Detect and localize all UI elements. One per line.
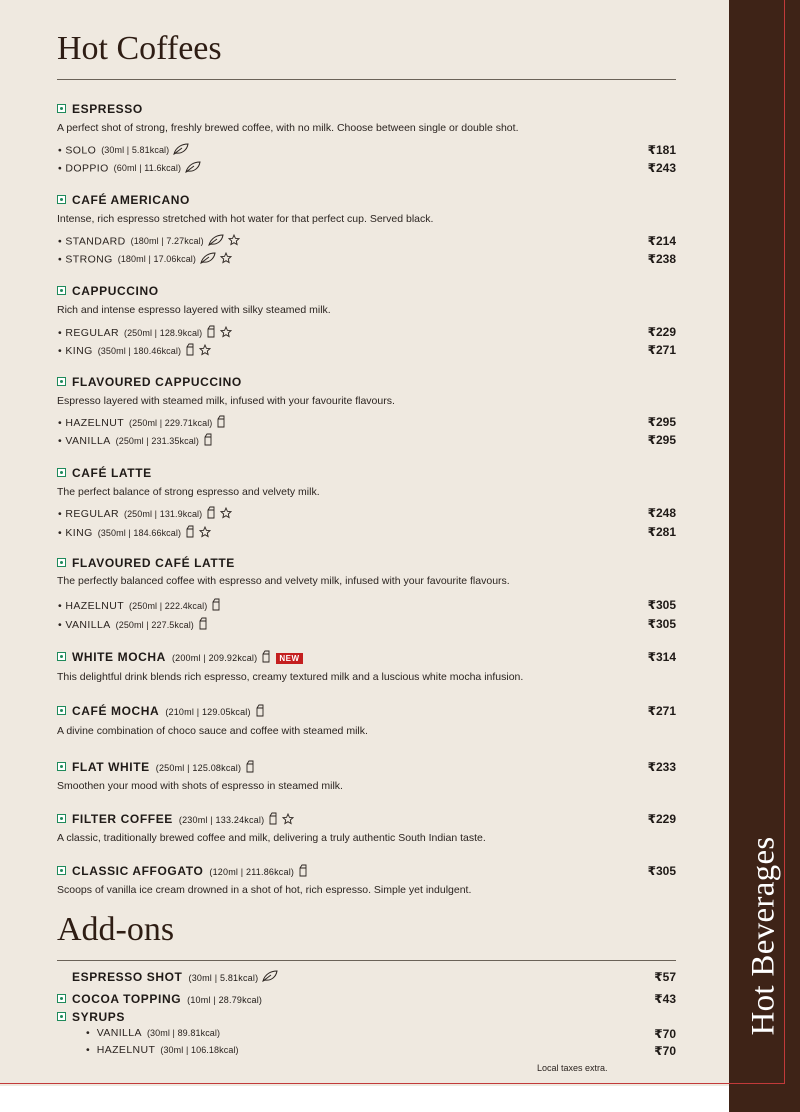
option-price: ₹305 bbox=[647, 617, 676, 631]
option-label: KING bbox=[65, 526, 93, 539]
item-name bbox=[72, 864, 308, 880]
option-meta: (350ml | 184.66kcal) bbox=[97, 527, 182, 538]
option-row: • VANILLA (250ml | 231.35kcal) bbox=[58, 433, 213, 449]
item-description: Espresso layered with steamed milk, infused with your favourite flavours. bbox=[57, 395, 395, 407]
option-meta: (250ml | 131.9kcal) bbox=[123, 508, 203, 519]
star-icon bbox=[220, 326, 232, 341]
veg-icon bbox=[57, 762, 66, 771]
item-price: ₹305 bbox=[647, 864, 676, 878]
option-label: KING bbox=[65, 344, 93, 357]
option-row: • REGULAR (250ml | 128.9kcal) bbox=[58, 325, 232, 341]
page-bottom-strip bbox=[0, 1086, 729, 1112]
milk-icon bbox=[216, 415, 226, 431]
option-row: • STANDARD (180ml | 7.27kcal) bbox=[58, 234, 240, 249]
veg-icon bbox=[57, 866, 66, 875]
frame-line-right bbox=[784, 0, 785, 1084]
option-label: HAZELNUT bbox=[96, 1044, 156, 1056]
item-description: A divine combination of choco sauce and coffee with steamed milk. bbox=[57, 725, 368, 737]
veg-icon bbox=[57, 104, 66, 113]
item-price: ₹229 bbox=[647, 812, 676, 826]
veg-icon bbox=[57, 558, 66, 567]
option-meta: (250ml | 231.35kcal) bbox=[115, 435, 200, 446]
item-meta: (250ml | 125.08kcal) bbox=[155, 763, 242, 774]
milk-icon bbox=[206, 506, 216, 522]
milk-icon bbox=[206, 325, 216, 341]
item-name bbox=[72, 650, 303, 666]
addons-rule bbox=[57, 960, 676, 961]
veg-icon bbox=[57, 652, 66, 661]
option-price: ₹243 bbox=[647, 161, 676, 175]
leaf-icon bbox=[200, 252, 216, 267]
item-meta: (210ml | 129.05kcal) bbox=[165, 707, 251, 718]
option-price: ₹295 bbox=[647, 433, 676, 447]
new-badge: NEW bbox=[276, 653, 302, 664]
option-label: REGULAR bbox=[65, 326, 119, 339]
addon-name bbox=[72, 992, 262, 1006]
leaf-icon bbox=[208, 234, 224, 249]
milk-icon bbox=[298, 864, 308, 880]
item-name: FLAVOURED CAFÉ LATTE bbox=[72, 556, 235, 570]
option-price: ₹281 bbox=[647, 525, 676, 539]
item-meta: (120ml | 211.86kcal) bbox=[209, 867, 295, 878]
item-name: ESPRESSO bbox=[72, 102, 143, 116]
item-description: A perfect shot of strong, freshly brewed coffee, with no milk. Choose between single or double shot. bbox=[57, 122, 519, 134]
section-side-title: Hot Beverages bbox=[745, 836, 782, 1036]
option-meta: (250ml | 227.5kcal) bbox=[115, 619, 194, 630]
option-label: SOLO bbox=[65, 144, 97, 157]
option-price: ₹70 bbox=[654, 1044, 676, 1058]
veg-icon bbox=[57, 994, 66, 1003]
leaf-icon bbox=[185, 161, 201, 176]
item-price: ₹233 bbox=[647, 760, 676, 774]
option-meta: (60ml | 11.6kcal) bbox=[113, 163, 182, 174]
addons-title: Add-ons bbox=[57, 911, 175, 948]
item-description: Smoothen your mood with shots of espresso in steamed milk. bbox=[57, 780, 343, 792]
option-meta: (250ml | 229.71kcal) bbox=[129, 417, 213, 428]
option-price: ₹70 bbox=[654, 1027, 676, 1041]
frame-line-bottom bbox=[0, 1083, 784, 1084]
item-description: Intense, rich espresso stretched with hot water for that perfect cup. Served black. bbox=[57, 213, 434, 225]
star-icon bbox=[228, 234, 240, 249]
addon-price: ₹43 bbox=[654, 992, 676, 1006]
milk-icon bbox=[261, 650, 271, 666]
option-row: • DOPPIO (60ml | 11.6kcal) bbox=[58, 161, 201, 176]
taxes-note: Local taxes extra. bbox=[537, 1063, 608, 1073]
addon-name: SYRUPS bbox=[72, 1010, 125, 1024]
option-row: • HAZELNUT (30ml | 106.18kcal) bbox=[86, 1044, 239, 1056]
item-description: The perfect balance of strong espresso and velvety milk. bbox=[57, 486, 320, 498]
option-price: ₹248 bbox=[647, 506, 676, 520]
option-row: • HAZELNUT (250ml | 222.4kcal) bbox=[58, 598, 221, 614]
item-price: ₹271 bbox=[647, 704, 676, 718]
option-row: • KING (350ml | 180.46kcal) bbox=[58, 343, 211, 359]
option-price: ₹295 bbox=[647, 415, 676, 429]
item-meta: (200ml | 209.92kcal) bbox=[171, 653, 258, 664]
item-price: ₹314 bbox=[647, 650, 676, 664]
milk-icon bbox=[198, 617, 208, 633]
option-label: DOPPIO bbox=[65, 162, 109, 175]
item-meta: (230ml | 133.24kcal) bbox=[178, 815, 265, 826]
item-name bbox=[72, 704, 265, 720]
option-meta: (250ml | 128.9kcal) bbox=[123, 327, 203, 338]
milk-icon bbox=[268, 812, 278, 828]
item-name-text: WHITE MOCHA bbox=[72, 650, 166, 665]
option-label: STRONG bbox=[65, 253, 113, 266]
option-label: REGULAR bbox=[65, 507, 119, 520]
item-name bbox=[72, 812, 294, 828]
milk-icon bbox=[185, 525, 195, 541]
addon-name-text: COCOA TOPPING bbox=[72, 992, 182, 1006]
option-price: ₹181 bbox=[647, 143, 676, 157]
option-label: HAZELNUT bbox=[65, 416, 125, 429]
item-name-text: CLASSIC AFFOGATO bbox=[72, 864, 204, 879]
option-price: ₹238 bbox=[647, 252, 676, 266]
milk-icon bbox=[255, 704, 265, 720]
milk-icon bbox=[203, 433, 213, 449]
option-price: ₹271 bbox=[647, 343, 676, 357]
option-row: • VANILLA (30ml | 89.81kcal) bbox=[86, 1027, 221, 1039]
option-price: ₹214 bbox=[647, 234, 676, 248]
option-label: STANDARD bbox=[65, 235, 126, 248]
star-icon bbox=[199, 526, 211, 541]
item-name-text: FLAT WHITE bbox=[72, 760, 150, 775]
leaf-icon bbox=[262, 970, 278, 985]
item-description: A classic, traditionally brewed coffee and milk, delivering a truly authentic South Indian taste. bbox=[57, 832, 486, 844]
option-row: • REGULAR (250ml | 131.9kcal) bbox=[58, 506, 232, 522]
veg-icon bbox=[57, 377, 66, 386]
milk-icon bbox=[185, 343, 195, 359]
item-name-text: CAFÉ MOCHA bbox=[72, 704, 160, 719]
veg-icon bbox=[57, 468, 66, 477]
option-row: • SOLO (30ml | 5.81kcal) bbox=[58, 143, 189, 158]
veg-icon bbox=[57, 814, 66, 823]
option-meta: (30ml | 89.81kcal) bbox=[146, 1028, 221, 1038]
title-rule bbox=[57, 79, 676, 80]
veg-icon bbox=[57, 706, 66, 715]
item-name-text: FILTER COFFEE bbox=[72, 812, 173, 827]
addon-price: ₹57 bbox=[654, 970, 676, 984]
page-title: Hot Coffees bbox=[57, 30, 222, 67]
option-label: VANILLA bbox=[65, 434, 111, 447]
option-meta: (30ml | 5.81kcal) bbox=[101, 145, 170, 156]
addon-meta: (30ml | 5.81kcal) bbox=[188, 973, 259, 983]
option-price: ₹229 bbox=[647, 325, 676, 339]
veg-icon bbox=[57, 1012, 66, 1021]
star-icon bbox=[282, 813, 294, 828]
option-meta: (250ml | 222.4kcal) bbox=[129, 600, 208, 611]
option-label: VANILLA bbox=[96, 1027, 142, 1039]
item-name: CAFÉ LATTE bbox=[72, 466, 152, 480]
option-row: • VANILLA (250ml | 227.5kcal) bbox=[58, 617, 208, 633]
option-row: • KING (350ml | 184.66kcal) bbox=[58, 525, 211, 541]
addon-name-text: ESPRESSO SHOT bbox=[72, 970, 183, 984]
star-icon bbox=[220, 507, 232, 522]
item-description: The perfectly balanced coffee with espresso and velvety milk, infused with your favourite flavours. bbox=[57, 575, 510, 587]
item-name: FLAVOURED CAPPUCCINO bbox=[72, 375, 242, 389]
option-row: • STRONG (180ml | 17.06kcal) bbox=[58, 252, 232, 267]
milk-icon bbox=[211, 598, 221, 614]
item-name bbox=[72, 760, 255, 776]
star-icon bbox=[220, 252, 232, 267]
milk-icon bbox=[245, 760, 255, 776]
addon-meta: (10ml | 28.79kcal) bbox=[187, 995, 263, 1005]
option-meta: (350ml | 180.46kcal) bbox=[97, 345, 182, 356]
addon-name bbox=[72, 970, 278, 985]
option-label: HAZELNUT bbox=[65, 599, 125, 612]
star-icon bbox=[199, 344, 211, 359]
item-name: CAFÉ AMERICANO bbox=[72, 193, 190, 207]
leaf-icon bbox=[173, 143, 189, 158]
option-label: VANILLA bbox=[65, 618, 111, 631]
item-description: Rich and intense espresso layered with silky steamed milk. bbox=[57, 304, 331, 316]
item-description: This delightful drink blends rich espresso, creamy textured milk and a luscious white mocha infusion. bbox=[57, 671, 524, 683]
item-description: Scoops of vanilla ice cream drowned in a shot of hot, rich espresso. Simple yet indulgent. bbox=[57, 884, 472, 896]
item-name: CAPPUCCINO bbox=[72, 284, 159, 298]
option-meta: (30ml | 106.18kcal) bbox=[160, 1045, 239, 1055]
veg-icon bbox=[57, 286, 66, 295]
option-row: • HAZELNUT (250ml | 229.71kcal) bbox=[58, 415, 226, 431]
option-meta: (180ml | 17.06kcal) bbox=[117, 254, 197, 265]
option-meta: (180ml | 7.27kcal) bbox=[130, 236, 204, 247]
veg-icon bbox=[57, 195, 66, 204]
option-price: ₹305 bbox=[647, 598, 676, 612]
